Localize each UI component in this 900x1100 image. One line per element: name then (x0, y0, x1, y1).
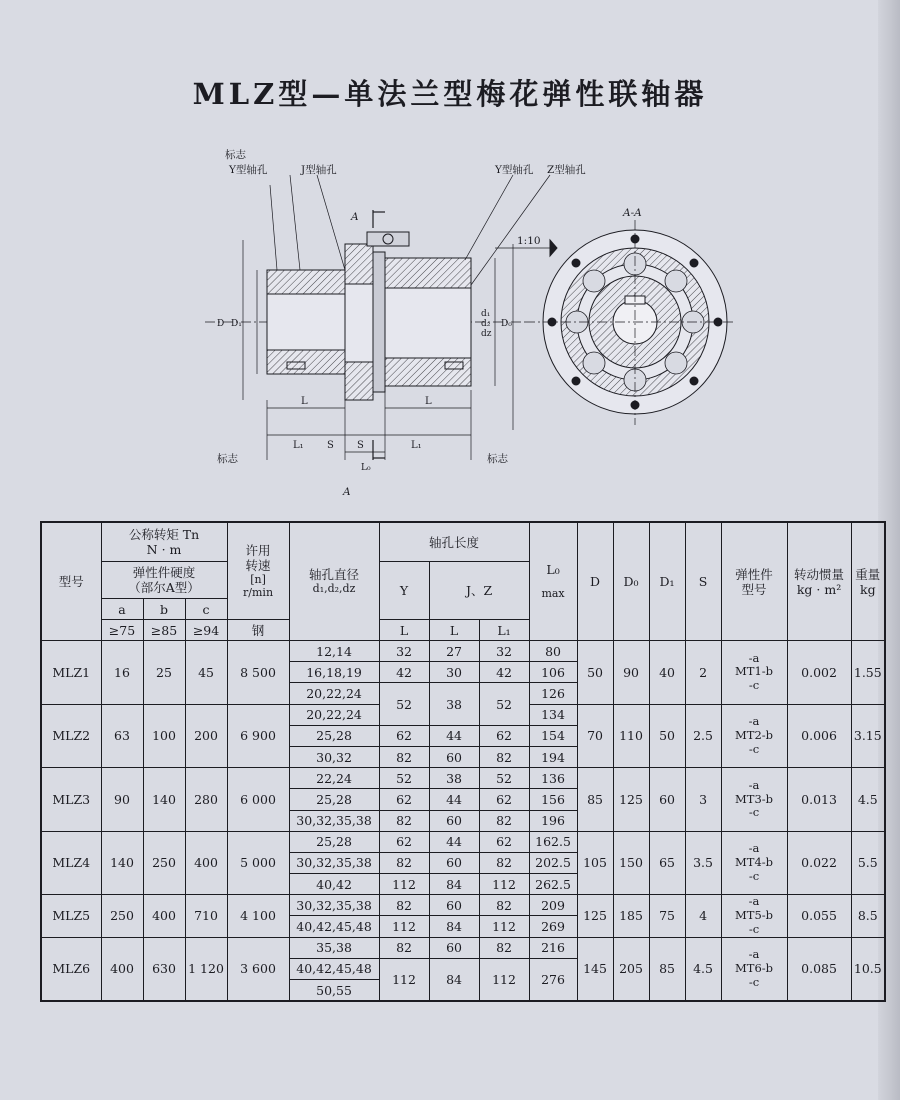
cell-elastic: -a MT3-b -c (721, 768, 787, 832)
label-dim-dz: dz (481, 329, 492, 339)
cell-jz-L: 60 (429, 852, 479, 873)
cell-D1: 50 (649, 704, 685, 768)
cell-D: 50 (577, 641, 613, 705)
cell-elastic: -a MT6-b -c (721, 937, 787, 1001)
cell-inertia: 0.006 (787, 704, 851, 768)
cell-y-length: 112 (379, 874, 429, 895)
cell-D: 85 (577, 768, 613, 832)
cell-torque-c: 280 (185, 768, 227, 832)
cell-jz-L: 60 (429, 746, 479, 767)
cell-y-length: 82 (379, 810, 429, 831)
header-D: D (577, 522, 613, 641)
cell-torque-b: 250 (143, 831, 185, 895)
cell-D: 125 (577, 895, 613, 937)
header-hard-c: ≥94 (185, 620, 227, 641)
cell-jz-L1: 62 (479, 725, 529, 746)
cell-L0: 276 (529, 958, 577, 1001)
cell-torque-b: 140 (143, 768, 185, 832)
cell-model: MLZ2 (41, 704, 101, 768)
cell-bore: 30,32,35,38 (289, 852, 379, 873)
spec-table (40, 521, 886, 1002)
cell-bore: 12,14 (289, 641, 379, 662)
cell-model: MLZ6 (41, 937, 101, 1001)
header-steel: 钢 (227, 620, 289, 641)
cell-torque-a: 250 (101, 895, 143, 937)
header-S: S (685, 522, 721, 641)
cell-bore: 20,22,24 (289, 683, 379, 704)
cell-torque-b: 100 (143, 704, 185, 768)
cell-y-length: 42 (379, 662, 429, 683)
table-row (41, 831, 885, 852)
cell-L0: 262.5 (529, 874, 577, 895)
cell-jz-L: 60 (429, 810, 479, 831)
cell-y-length: 62 (379, 789, 429, 810)
label-z-bore: Z型轴孔 (547, 164, 586, 176)
cell-L0: 80 (529, 641, 577, 662)
cell-bore: 30,32,35,38 (289, 895, 379, 916)
cell-y-length: 52 (379, 683, 429, 725)
cell-elastic: -a MT5-b -c (721, 895, 787, 937)
cell-speed: 6 900 (227, 704, 289, 768)
header-model: 型号 (41, 522, 101, 641)
header-hard-b: ≥85 (143, 620, 185, 641)
cell-jz-L1: 62 (479, 831, 529, 852)
table-row (41, 641, 885, 662)
header-L0: L₀ max (529, 522, 577, 641)
cell-D1: 75 (649, 895, 685, 937)
cell-bore: 40,42,45,48 (289, 916, 379, 937)
cell-y-length: 82 (379, 746, 429, 767)
header-L1: L₁ (479, 620, 529, 641)
cell-D0: 185 (613, 895, 649, 937)
cell-L0: 162.5 (529, 831, 577, 852)
cell-jz-L1: 82 (479, 852, 529, 873)
cell-model: MLZ4 (41, 831, 101, 895)
cell-bore: 35,38 (289, 937, 379, 958)
label-mark-bottom-left: 标志 (217, 453, 238, 465)
cell-L0: 194 (529, 746, 577, 767)
cell-D: 105 (577, 831, 613, 895)
cell-L0: 216 (529, 937, 577, 958)
cell-bore: 25,28 (289, 725, 379, 746)
cell-D: 70 (577, 704, 613, 768)
cell-speed: 6 000 (227, 768, 289, 832)
cell-bore: 22,24 (289, 768, 379, 789)
label-dim-S-right: S (357, 440, 364, 451)
cell-jz-L1: 82 (479, 810, 529, 831)
table-row (41, 937, 885, 958)
cell-weight: 4.5 (851, 768, 885, 832)
cell-speed: 4 100 (227, 895, 289, 937)
cell-bore: 25,28 (289, 831, 379, 852)
cell-S: 2 (685, 641, 721, 705)
header-hard-a: ≥75 (101, 620, 143, 641)
table-row (41, 768, 885, 789)
header-row-1 (41, 522, 885, 562)
cell-model: MLZ1 (41, 641, 101, 705)
cell-S: 4.5 (685, 937, 721, 1001)
label-dim-L-left: L (301, 396, 308, 407)
cell-inertia: 0.085 (787, 937, 851, 1001)
cell-L0: 156 (529, 789, 577, 810)
page-title: MLZ型—单法兰型梅花弹性联轴器 (192, 77, 708, 111)
cell-inertia: 0.013 (787, 768, 851, 832)
cell-speed: 3 600 (227, 937, 289, 1001)
cell-bore: 20,22,24 (289, 704, 379, 725)
cell-bore: 30,32,35,38 (289, 810, 379, 831)
header-weight: 重量 kg (851, 522, 885, 641)
cell-L0: 106 (529, 662, 577, 683)
cell-bore: 16,18,19 (289, 662, 379, 683)
cell-S: 3 (685, 768, 721, 832)
cell-y-length: 62 (379, 831, 429, 852)
cell-L0: 196 (529, 810, 577, 831)
label-taper: 1:10 (517, 235, 541, 247)
cell-jz-L: 38 (429, 683, 479, 725)
cell-model: MLZ3 (41, 768, 101, 832)
header-col-a: a (101, 599, 143, 620)
cell-jz-L1: 82 (479, 937, 529, 958)
header-elastic: 弹性件 型号 (721, 522, 787, 641)
cell-jz-L1: 32 (479, 641, 529, 662)
coupling-drawing (195, 140, 735, 500)
header-L-jz: L (429, 620, 479, 641)
cell-torque-a: 63 (101, 704, 143, 768)
cell-L0: 136 (529, 768, 577, 789)
cell-torque-a: 140 (101, 831, 143, 895)
cell-D: 145 (577, 937, 613, 1001)
table-row (41, 895, 885, 916)
label-dim-L1-right: L₁ (411, 440, 422, 451)
cell-y-length: 62 (379, 725, 429, 746)
cell-jz-L1: 42 (479, 662, 529, 683)
cell-D0: 110 (613, 704, 649, 768)
cell-S: 3.5 (685, 831, 721, 895)
cell-D0: 150 (613, 831, 649, 895)
label-mark-top: 标志 (225, 149, 246, 161)
label-y-bore-right: Y型轴孔 (495, 164, 534, 176)
cell-S: 2.5 (685, 704, 721, 768)
cell-bore: 40,42 (289, 874, 379, 895)
cell-inertia: 0.002 (787, 641, 851, 705)
cell-jz-L: 84 (429, 874, 479, 895)
cell-jz-L: 84 (429, 916, 479, 937)
cell-jz-L: 44 (429, 789, 479, 810)
cell-jz-L1: 112 (479, 958, 529, 1001)
label-dim-D1: D₁ (231, 319, 242, 329)
cell-torque-a: 400 (101, 937, 143, 1001)
cell-L0: 126 (529, 683, 577, 704)
cell-elastic: -a MT1-b -c (721, 641, 787, 705)
cell-D1: 40 (649, 641, 685, 705)
cell-bore: 25,28 (289, 789, 379, 810)
cell-L0: 202.5 (529, 852, 577, 873)
label-section-top: A (351, 211, 359, 223)
cell-jz-L1: 112 (479, 916, 529, 937)
header-D1: D₁ (649, 522, 685, 641)
cell-weight: 5.5 (851, 831, 885, 895)
label-dim-S-left: S (327, 440, 334, 451)
cell-jz-L1: 82 (479, 746, 529, 767)
cell-D1: 65 (649, 831, 685, 895)
header-col-c: c (185, 599, 227, 620)
header-length-group: 轴孔长度 (379, 522, 529, 562)
cell-inertia: 0.055 (787, 895, 851, 937)
cell-L0: 134 (529, 704, 577, 725)
label-section-view: A-A (623, 207, 642, 219)
cell-y-length: 52 (379, 768, 429, 789)
cell-bore: 50,55 (289, 980, 379, 1002)
cell-torque-b: 630 (143, 937, 185, 1001)
cell-bore: 30,32 (289, 746, 379, 767)
cell-jz-L1: 62 (479, 789, 529, 810)
header-inertia: 转动惯量 kg · m² (787, 522, 851, 641)
cell-y-length: 82 (379, 937, 429, 958)
cell-S: 4 (685, 895, 721, 937)
cell-elastic: -a MT4-b -c (721, 831, 787, 895)
header-col-b: b (143, 599, 185, 620)
label-dim-d1: d₁ (481, 309, 491, 319)
label-section-bottom: A (343, 486, 351, 498)
cell-weight: 10.5 (851, 937, 885, 1001)
cell-elastic: -a MT2-b -c (721, 704, 787, 768)
cell-speed: 5 000 (227, 831, 289, 895)
label-mark-bottom-right: 标志 (487, 453, 508, 465)
cell-L0: 209 (529, 895, 577, 916)
cell-torque-b: 400 (143, 895, 185, 937)
label-dim-L1-left: L₁ (293, 440, 304, 451)
cell-y-length: 32 (379, 641, 429, 662)
cell-jz-L: 44 (429, 831, 479, 852)
label-dim-L-right: L (425, 396, 432, 407)
cell-torque-b: 25 (143, 641, 185, 705)
side-view (205, 175, 557, 460)
header-jz-type: J、Z (429, 562, 529, 620)
cell-jz-L1: 52 (479, 768, 529, 789)
cell-jz-L1: 52 (479, 683, 529, 725)
cell-bore: 40,42,45,48 (289, 958, 379, 979)
cell-weight: 8.5 (851, 895, 885, 937)
cell-torque-c: 1 120 (185, 937, 227, 1001)
label-j-bore: J型轴孔 (301, 164, 337, 176)
cell-torque-a: 16 (101, 641, 143, 705)
cell-y-length: 82 (379, 852, 429, 873)
cell-torque-c: 400 (185, 831, 227, 895)
cell-torque-c: 710 (185, 895, 227, 937)
header-speed: 许用 转速 [n] r/min (227, 522, 289, 620)
cell-D1: 85 (649, 937, 685, 1001)
cell-jz-L: 60 (429, 937, 479, 958)
cell-y-length: 112 (379, 916, 429, 937)
header-L: L (379, 620, 429, 641)
cell-weight: 1.55 (851, 641, 885, 705)
cell-inertia: 0.022 (787, 831, 851, 895)
cell-jz-L: 60 (429, 895, 479, 916)
header-D0: D₀ (613, 522, 649, 641)
cell-weight: 3.15 (851, 704, 885, 768)
cell-torque-c: 45 (185, 641, 227, 705)
cell-jz-L1: 112 (479, 874, 529, 895)
cell-D0: 90 (613, 641, 649, 705)
header-torque: 公称转矩 Tn N · m (101, 522, 227, 562)
label-dim-D: D (217, 319, 225, 329)
cell-y-length: 112 (379, 958, 429, 1001)
cell-torque-c: 200 (185, 704, 227, 768)
cell-jz-L: 27 (429, 641, 479, 662)
cell-L0: 269 (529, 916, 577, 937)
cell-jz-L1: 82 (479, 895, 529, 916)
cell-D0: 125 (613, 768, 649, 832)
section-view (525, 220, 735, 425)
cell-jz-L: 84 (429, 958, 479, 1001)
cell-jz-L: 38 (429, 768, 479, 789)
header-hardness: 弹性件硬度 （部尔A型） (101, 562, 227, 599)
label-dim-d2: d₂ (481, 319, 491, 329)
header-bore: 轴孔直径 d₁,d₂,dz (289, 522, 379, 641)
cell-D0: 205 (613, 937, 649, 1001)
cell-jz-L: 30 (429, 662, 479, 683)
cell-L0: 154 (529, 725, 577, 746)
cell-torque-a: 90 (101, 768, 143, 832)
cell-model: MLZ5 (41, 895, 101, 937)
cell-jz-L: 44 (429, 725, 479, 746)
label-y-bore-left: Y型轴孔 (229, 164, 268, 176)
label-dim-L0: L₀ (361, 463, 371, 473)
cell-D1: 60 (649, 768, 685, 832)
cell-y-length: 82 (379, 895, 429, 916)
label-dim-D0: D₀ (501, 319, 512, 329)
header-y-type: Y (379, 562, 429, 620)
cell-speed: 8 500 (227, 641, 289, 705)
